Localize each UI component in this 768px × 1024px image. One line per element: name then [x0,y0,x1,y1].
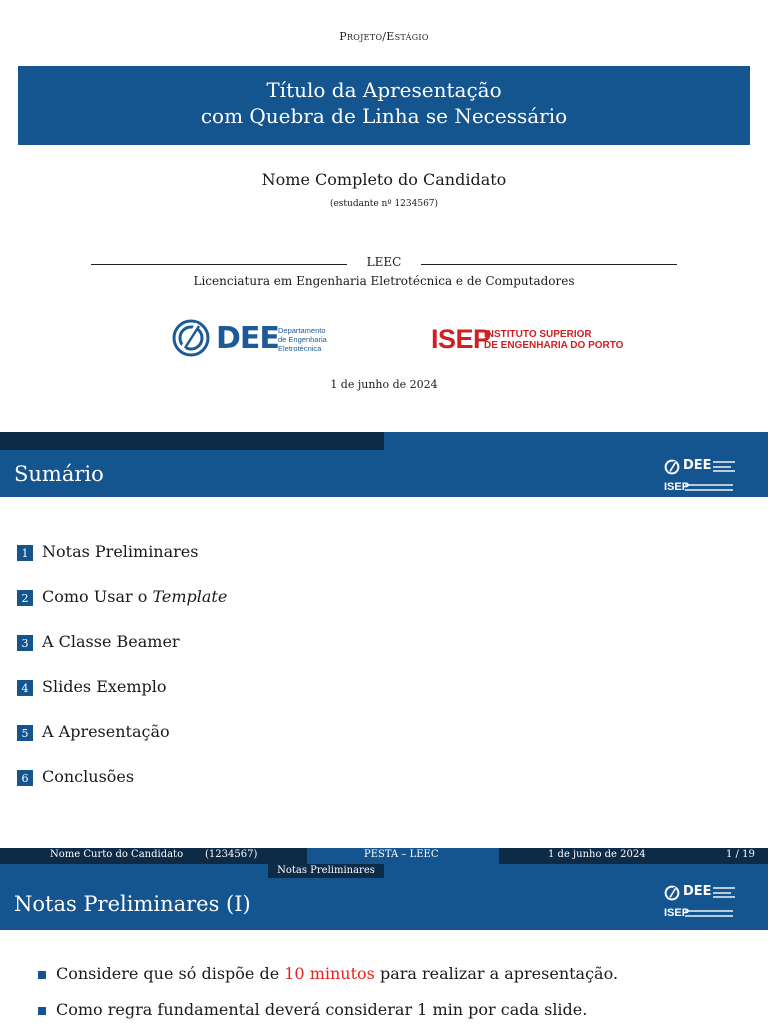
student-number: (estudante nº 1234567) [329,199,439,209]
mini-dee-subtitle [713,461,735,472]
bullet-text [56,964,618,983]
bullet-square-icon [38,1007,46,1015]
headline-course-cell [307,848,499,864]
toc-item-label-text: Como Usar o [42,587,153,606]
toc-item-label: Notas Preliminares [42,542,199,561]
course-divider [91,255,677,275]
mini-dee-logo [664,458,738,476]
toc-item-label: A Apresentação [42,722,170,741]
toc-item[interactable] [17,677,227,722]
toc-item-label: A Classe Beamer [42,632,180,651]
dee-logo-line-2: de Engenharia [278,335,327,344]
isep-logo-line-2: DE ENGENHARIA DO PORTO [484,340,624,351]
toc-item[interactable] [17,587,227,632]
bullet-item [38,1000,618,1024]
slide-headline-bar [0,848,768,864]
author-name: Nome Completo do Candidato [261,170,507,189]
title-line-2: com Quebra de Linha se Necessário [200,104,568,128]
dee-logo-subtitle [278,326,327,353]
content-slide [0,848,768,1024]
headline-date-cell [499,848,768,864]
mini-isep-word: ISEP [664,481,690,493]
bullet-text-pre: Considere que só dispõe de [56,964,285,983]
dee-logo-line-3: Eletrotécnica [278,344,322,353]
frame-title-bar [0,878,768,930]
mini-isep-logo [664,481,738,495]
bullet-list [38,964,618,1024]
headline-strip-dark [0,432,384,450]
mini-logos [664,458,738,498]
dee-logo-word: DEE [216,321,279,356]
mini-dee-subtitle [713,887,735,898]
title-slide [0,0,768,430]
mini-dee-word: DEE [683,458,712,473]
course-abbreviation: LEEC [366,255,402,269]
toc-item-number: 4 [17,680,33,696]
headline-strip [0,432,768,450]
headline-author: Nome Curto do Candidato [50,849,184,860]
frame-title-bar [0,450,768,497]
frame-title: Notas Preliminares (I) [14,892,251,916]
isep-logo [431,324,631,358]
presentation-date: 1 de junho de 2024 [330,378,438,391]
dee-logo-line-1: Departamento [278,326,326,335]
frame-title: Sumário [14,462,104,486]
toc-item[interactable] [17,767,227,812]
toc-item[interactable] [17,632,227,677]
headline-date: 1 de junho de 2024 [548,849,646,860]
toc-item-label: Conclusões [42,767,135,786]
presentation-title [18,66,750,129]
slide-overline: Projeto/Estágio [339,30,429,43]
dee-ring-icon [664,459,680,475]
headline-course: PESTA – LEEC [364,849,439,860]
bullet-text-post: para realizar a apresentação. [374,964,619,983]
mini-logos [664,884,738,924]
toc-item[interactable] [17,722,227,767]
toc-slide [0,432,768,842]
dee-ring-icon [664,885,680,901]
toc-item-number: 6 [17,770,33,786]
toc-item-number: 3 [17,635,33,651]
divider-line-right [421,264,677,265]
section-navigation-bar [0,864,768,878]
isep-logo-line-1: INSTITUTO SUPERIOR [484,329,592,340]
isep-logo-word: ISEP [431,324,491,354]
mini-dee-logo [664,884,738,902]
headline-student: (1234567) [205,849,258,860]
toc-item-number: 2 [17,590,33,606]
toc-item-label: Slides Exemplo [42,677,167,696]
headline-author-cell [0,848,307,864]
isep-logo-subtitle [484,329,623,351]
toc-list [17,542,227,812]
toc-item-label [42,587,227,607]
dee-ring-icon [171,318,211,358]
title-line-1: Título da Apresentação [266,78,502,102]
mini-dee-word: DEE [683,884,712,899]
bullet-highlight: 10 minutos [284,964,375,983]
toc-item[interactable] [17,542,227,587]
bullet-square-icon [38,971,46,979]
toc-item-label-emphasis: Template [152,587,228,606]
toc-item-number: 1 [17,545,33,561]
bullet-item [38,964,618,1000]
title-box [18,66,750,145]
bullet-text: Como regra fundamental deverá considerar 1 min por cada slide. [56,1000,588,1019]
mini-isep-logo [664,907,738,921]
mini-isep-word: ISEP [664,907,690,919]
mini-isep-subtitle [685,910,733,917]
section-nav-left [0,864,268,878]
mini-isep-subtitle [685,484,733,491]
section-nav-current[interactable]: Notas Preliminares [268,864,384,878]
toc-item-number: 5 [17,725,33,741]
page-number: 1 / 19 [726,849,755,860]
dee-logo [171,318,341,362]
course-full-name: Licenciatura em Engenharia Eletrotécnica e de Computadores [193,274,575,288]
